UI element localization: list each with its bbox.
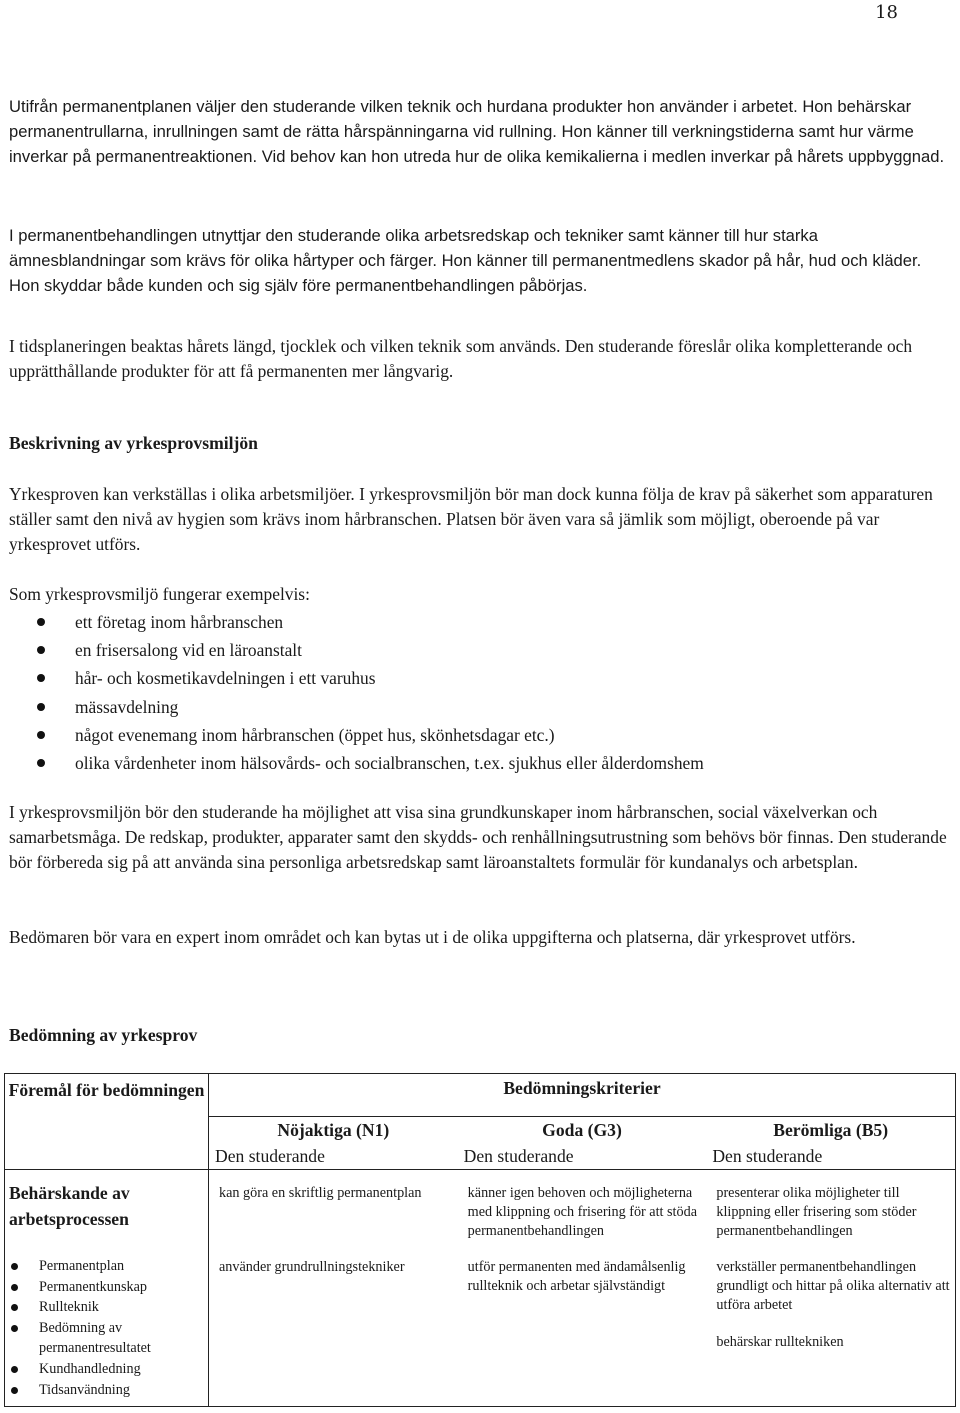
level-label: Berömliga (B5) <box>773 1120 889 1140</box>
level-subject: Den studerande <box>215 1146 325 1166</box>
heading-assessment: Bedömning av yrkesprov <box>9 1025 198 1045</box>
list-item: mässavdelning <box>9 693 949 721</box>
level-subject: Den studerande <box>712 1146 823 1166</box>
row-heading: Behärskande av arbetsprocessen <box>9 1183 130 1229</box>
page-number: 18 <box>875 2 898 23</box>
list-item: Permanentkunskap <box>5 1277 208 1298</box>
criteria-b5-extra: behärskar rulltekniken <box>716 1334 844 1350</box>
list-item: olika vårdenheter inom hälsovårds- och socialbranschen, t.ex. sjukhus eller ålderdomshem <box>9 749 949 777</box>
criteria-b5: verkställer permanentbehandlingen grundligt och hittar på olika alternativ att utföra arbetet <box>716 1259 950 1313</box>
level-b5 <box>706 1117 955 1169</box>
heading-environment: Beskrivning av yrkesprovsmiljön <box>9 433 258 453</box>
example-list <box>9 608 949 777</box>
list-item: Tidsanvändning <box>5 1380 208 1401</box>
paragraph-environment: Yrkesproven kan verkställas i olika arbetsmiljöer. I yrkesprovsmiljön bör man dock kunna följa de krav på säkerhet som apparaturen ställer samt den nivå av hygien som krävs inom hårbranschen. Platsen bör även vara så jämlik som möjligt, oberoende på var yrkesprovet utförs. <box>9 484 933 554</box>
assessment-table <box>4 1073 956 1407</box>
criteria-n1: använder grundrullningstekniker <box>219 1259 405 1275</box>
paragraph-treatment: I permanentbehandlingen utnyttjar den studerande olika arbetsredskap och tekniker samt känner till hur starka ämnesblandningar som krävs för olika hårtyper och färger. Hon känner till permanentmedlens skador på hår, hud och kläder. Hon skyddar både kunden och sig själv före permanentbehandlingen påbörjas. <box>9 226 922 295</box>
row-subject <box>5 1170 209 1407</box>
list-item: ett företag inom hårbranschen <box>9 608 949 636</box>
criteria-cells <box>209 1170 956 1407</box>
paragraph-skills: I yrkesprovsmiljön bör den studerande ha möjlighet att visa sina grundkunskaper inom hårbranschen, social växelverkan och samarbetsmåga. De redskap, produkter, apparater samt den skydds- och renhållningsutrustning som behövs bör finnas. Den studerande bör förbereda sig på att använda sina personliga arbetsredskap samt läroanstaltets formulär för kundanalys och arbetsplan. <box>9 802 947 872</box>
level-g3 <box>458 1117 707 1169</box>
criteria-n1: kan göra en skriftlig permanentplan <box>219 1185 422 1201</box>
list-item: Bedömning av permanentresultatet <box>5 1318 208 1359</box>
level-subject: Den studerande <box>463 1146 574 1166</box>
paragraph-technique: Utifrån permanentplanen väljer den studerande vilken teknik och hurdana produkter hon använder i arbetet. Hon behärskar permanentrullarna, inrullningen samt de rätta hårspänningarna vid rullning. Hon känner till verkningstiderna samt hur värme inverkar på permanentreaktionen. Vid behov kan hon utreda hur de olika kemikalierna i medlen inverkar på hårets uppbyggnad. <box>9 97 945 166</box>
list-intro: Som yrkesprovsmiljö fungerar exempelvis: <box>9 584 310 604</box>
level-n1 <box>209 1117 458 1169</box>
list-item: hår- och kosmetikavdelningen i ett varuhus <box>9 664 949 692</box>
header-criteria: Bedömningskriterier <box>209 1074 956 1117</box>
level-label: Nöjaktiga (N1) <box>277 1120 390 1140</box>
assessment-items <box>5 1256 208 1400</box>
criteria-g3: utför permanenten med ändamålsenlig rullteknik och arbetar självständigt <box>467 1259 686 1294</box>
list-item: en frisersalong vid en läroanstalt <box>9 636 949 664</box>
level-label: Goda (G3) <box>542 1120 622 1140</box>
list-item: Kundhandledning <box>5 1359 208 1380</box>
paragraph-assessor: Bedömaren bör vara en expert inom området och kan bytas ut i de olika uppgifterna och platserna, där yrkesprovet utförs. <box>9 927 856 947</box>
header-subject: Föremål för bedömningen <box>5 1074 209 1170</box>
criteria-b5: presenterar olika möjligheter till klippning eller frisering som stöder permanentbehandlingen <box>716 1185 917 1239</box>
paragraph-time-planning: I tidsplaneringen beaktas hårets längd, tjocklek och vilken teknik som används. Den studerande föreslår olika kompletterande och upprätthållande produkter för att få permanenten mer långvarig. <box>9 336 913 381</box>
level-headers <box>209 1117 956 1170</box>
list-item: Permanentplan <box>5 1256 208 1277</box>
criteria-g3: känner igen behoven och möjligheterna med klippning och frisering för att stöda permanentbehandlingen <box>467 1185 697 1239</box>
list-item: något evenemang inom hårbranschen (öppet hus, skönhetsdagar etc.) <box>9 721 949 749</box>
list-item: Rullteknik <box>5 1297 208 1318</box>
